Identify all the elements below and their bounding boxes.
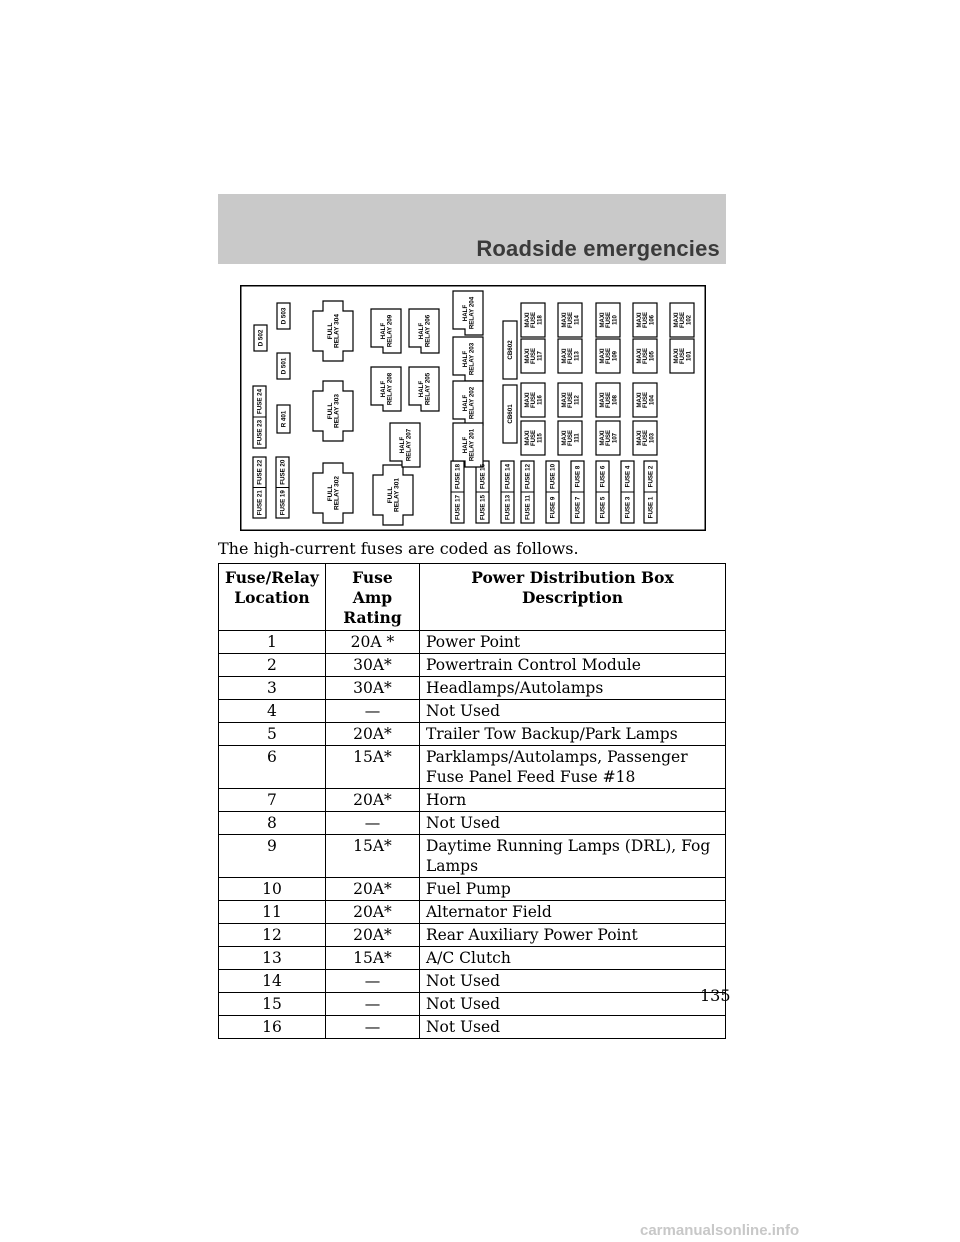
fuse-label: FUSE 23 bbox=[256, 419, 264, 446]
section-header bbox=[218, 194, 726, 264]
fuse-label: FUSE 12 bbox=[524, 463, 532, 490]
full-relay-label: FULLRELAY 302 bbox=[326, 476, 341, 510]
header-amp-rating: Fuse Amp Rating bbox=[325, 564, 419, 631]
diode-label: R 401 bbox=[280, 410, 288, 428]
table-row bbox=[219, 924, 726, 947]
fuse-label: FUSE 10 bbox=[549, 463, 557, 490]
cell-amp-rating: 30A* bbox=[325, 677, 419, 700]
maxi-fuse-label: MAXIFUSE102 bbox=[673, 311, 693, 329]
cell-description: A/C Clutch bbox=[419, 947, 725, 970]
maxi-fuse-label: MAXIFUSE106 bbox=[636, 311, 656, 329]
diode-label: D 503 bbox=[280, 307, 288, 325]
circuit-breaker-label: CB601 bbox=[507, 404, 515, 424]
cell-amp-rating: 20A* bbox=[325, 878, 419, 901]
cell-amp-rating: — bbox=[325, 812, 419, 835]
cell-location: 8 bbox=[219, 812, 326, 835]
fuse-table bbox=[218, 563, 726, 1039]
fuse-label: FUSE 18 bbox=[454, 463, 462, 490]
cell-description: Power Point bbox=[419, 631, 725, 654]
maxi-fuse-label: MAXIFUSE104 bbox=[636, 391, 656, 409]
table-caption: The high-current fuses are coded as follows. bbox=[218, 539, 579, 558]
table-row bbox=[219, 700, 726, 723]
cell-amp-rating: 20A* bbox=[325, 901, 419, 924]
cell-amp-rating: — bbox=[325, 700, 419, 723]
fuse-label: FUSE 9 bbox=[549, 496, 557, 519]
cell-location: 1 bbox=[219, 631, 326, 654]
cell-amp-rating: 20A * bbox=[325, 631, 419, 654]
page-number: 135 bbox=[700, 986, 731, 1005]
fuse-label: FUSE 24 bbox=[256, 388, 264, 415]
maxi-fuse-label: MAXIFUSE114 bbox=[561, 311, 581, 329]
cell-location: 3 bbox=[219, 677, 326, 700]
cell-location: 10 bbox=[219, 878, 326, 901]
maxi-fuse-label: MAXIFUSE118 bbox=[524, 311, 544, 329]
fuse-label: FUSE 7 bbox=[574, 496, 582, 519]
cell-description: Daytime Running Lamps (DRL), Fog Lamps bbox=[419, 835, 725, 878]
cell-amp-rating: 20A* bbox=[325, 789, 419, 812]
cell-amp-rating: 15A* bbox=[325, 746, 419, 789]
cell-location: 9 bbox=[219, 835, 326, 878]
maxi-fuse-label: MAXIFUSE112 bbox=[561, 391, 581, 409]
maxi-fuse-label: MAXIFUSE113 bbox=[561, 347, 581, 365]
table-row bbox=[219, 677, 726, 700]
cell-amp-rating: 20A* bbox=[325, 723, 419, 746]
maxi-fuse-label: MAXIFUSE105 bbox=[636, 347, 656, 365]
cell-amp-rating: — bbox=[325, 1016, 419, 1039]
fuse-label: FUSE 8 bbox=[574, 465, 582, 488]
cell-description: Headlamps/Autolamps bbox=[419, 677, 725, 700]
cell-description: Horn bbox=[419, 789, 725, 812]
maxi-fuse-label: MAXIFUSE101 bbox=[673, 347, 693, 365]
fuse-label: FUSE 1 bbox=[647, 496, 655, 519]
cell-amp-rating: — bbox=[325, 993, 419, 1016]
cell-location: 7 bbox=[219, 789, 326, 812]
cell-description: Trailer Tow Backup/Park Lamps bbox=[419, 723, 725, 746]
maxi-fuse-label: MAXIFUSE117 bbox=[524, 347, 544, 365]
maxi-fuse-label: MAXIFUSE116 bbox=[524, 391, 544, 409]
fuse-label: FUSE 14 bbox=[504, 463, 512, 490]
cell-amp-rating: 20A* bbox=[325, 924, 419, 947]
fuse-label: FUSE 22 bbox=[256, 459, 264, 485]
fuse-label: FUSE 6 bbox=[599, 465, 607, 488]
half-relay-label: HALFRELAY 201 bbox=[461, 428, 476, 462]
cell-description: Alternator Field bbox=[419, 901, 725, 924]
cell-description: Not Used bbox=[419, 993, 725, 1016]
half-relay-label: HALFRELAY 206 bbox=[417, 314, 432, 348]
cell-description: Not Used bbox=[419, 812, 725, 835]
table-row bbox=[219, 723, 726, 746]
maxi-fuse-label: MAXIFUSE108 bbox=[599, 391, 619, 409]
table-row bbox=[219, 947, 726, 970]
cell-description: Not Used bbox=[419, 700, 725, 723]
fuse-label: FUSE 15 bbox=[479, 494, 487, 521]
cell-description: Not Used bbox=[419, 970, 725, 993]
cell-location: 12 bbox=[219, 924, 326, 947]
maxi-fuse-label: MAXIFUSE103 bbox=[636, 429, 656, 447]
maxi-fuse-label: MAXIFUSE109 bbox=[599, 347, 619, 365]
full-relay-label: FULLRELAY 304 bbox=[326, 314, 341, 348]
diode-label: D 502 bbox=[257, 329, 265, 347]
cell-location: 11 bbox=[219, 901, 326, 924]
header-description: Power Distribution Box Description bbox=[419, 564, 725, 631]
cell-description: Fuel Pump bbox=[419, 878, 725, 901]
fuse-label: FUSE 21 bbox=[256, 490, 264, 516]
table-row bbox=[219, 835, 726, 878]
cell-location: 4 bbox=[219, 700, 326, 723]
table-row bbox=[219, 878, 726, 901]
table-row bbox=[219, 746, 726, 789]
cell-amp-rating: — bbox=[325, 970, 419, 993]
table-row bbox=[219, 654, 726, 677]
half-relay-label: HALFRELAY 209 bbox=[379, 314, 394, 348]
fuse-label: FUSE 19 bbox=[279, 490, 287, 516]
half-relay-label: HALFRELAY 208 bbox=[379, 372, 394, 406]
maxi-fuse-label: MAXIFUSE107 bbox=[599, 429, 619, 447]
circuit-breaker-label: CB602 bbox=[507, 340, 515, 360]
section-title: Roadside emergencies bbox=[476, 236, 720, 261]
table-header-row bbox=[219, 564, 726, 631]
fuse-label: FUSE 13 bbox=[504, 494, 512, 521]
watermark: carmanualsonline.info bbox=[640, 1222, 800, 1239]
half-relay-label: HALFRELAY 207 bbox=[398, 428, 413, 462]
cell-location: 5 bbox=[219, 723, 326, 746]
fuse-label: FUSE 2 bbox=[647, 465, 655, 488]
full-relay-label: FULLRELAY 301 bbox=[386, 478, 401, 512]
cell-amp-rating: 15A* bbox=[325, 947, 419, 970]
cell-amp-rating: 15A* bbox=[325, 835, 419, 878]
half-relay-label: HALFRELAY 205 bbox=[417, 372, 432, 406]
table-row bbox=[219, 901, 726, 924]
cell-description: Parklamps/Autolamps, Passenger Fuse Panel Feed Fuse #18 bbox=[419, 746, 725, 789]
fuse-label: FUSE 20 bbox=[279, 459, 287, 485]
half-relay-label: HALFRELAY 202 bbox=[461, 386, 476, 420]
maxi-fuse-label: MAXIFUSE115 bbox=[524, 429, 544, 447]
table-row bbox=[219, 970, 726, 993]
cell-description: Powertrain Control Module bbox=[419, 654, 725, 677]
fuse-label: FUSE 11 bbox=[524, 495, 532, 520]
diode-label: D 501 bbox=[280, 357, 288, 375]
half-relay-label: HALFRELAY 203 bbox=[461, 342, 476, 376]
cell-location: 6 bbox=[219, 746, 326, 789]
cell-location: 2 bbox=[219, 654, 326, 677]
table-row bbox=[219, 1016, 726, 1039]
full-relay-label: FULLRELAY 303 bbox=[326, 394, 341, 428]
maxi-fuse-label: MAXIFUSE111 bbox=[561, 429, 581, 447]
cell-description: Not Used bbox=[419, 1016, 725, 1039]
power-distribution-box-diagram bbox=[240, 285, 706, 531]
fuse-label: FUSE 16 bbox=[479, 463, 487, 490]
cell-location: 16 bbox=[219, 1016, 326, 1039]
cell-location: 15 bbox=[219, 993, 326, 1016]
cell-location: 13 bbox=[219, 947, 326, 970]
fuse-label: FUSE 17 bbox=[454, 494, 462, 521]
header-location: Fuse/Relay Location bbox=[219, 564, 326, 631]
cell-description: Rear Auxiliary Power Point bbox=[419, 924, 725, 947]
fuse-label: FUSE 4 bbox=[624, 465, 632, 488]
maxi-fuse-label: MAXIFUSE110 bbox=[599, 311, 619, 329]
half-relay-label: HALFRELAY 204 bbox=[461, 296, 476, 330]
fuse-label: FUSE 5 bbox=[599, 496, 607, 519]
table-row bbox=[219, 812, 726, 835]
table-row bbox=[219, 993, 726, 1016]
cell-amp-rating: 30A* bbox=[325, 654, 419, 677]
table-row bbox=[219, 789, 726, 812]
table-row bbox=[219, 631, 726, 654]
cell-location: 14 bbox=[219, 970, 326, 993]
fuse-label: FUSE 3 bbox=[624, 496, 632, 519]
